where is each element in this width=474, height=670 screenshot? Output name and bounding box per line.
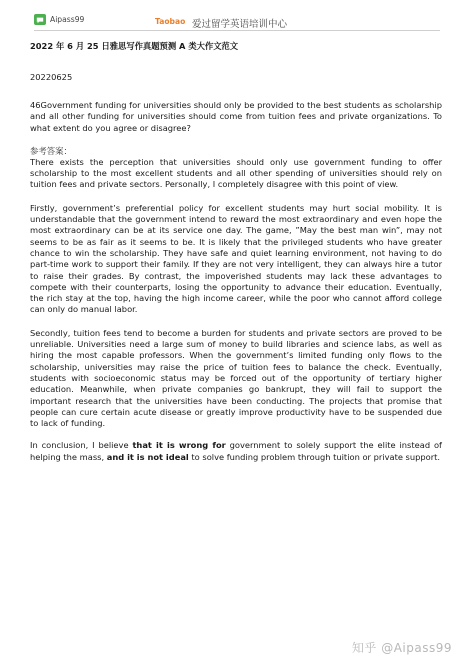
conclusion-text: government to solely support the elite instead of helping the mass, — [30, 440, 442, 462]
essay-paragraph-intro: There exists the perception that universities should only use government funding to offer scholarship to the most excellent students and all other spending of universities should rely on tuition fees and private sectors. Personally, I completely disagree with this point of view. — [30, 156, 442, 190]
essay-question: 46Government funding for universities should only be provided to the best students as scholarship and all other funding for universities should come from tuition fees and private organizations. To what extent do you agree or disagree? — [30, 100, 442, 133]
essay-paragraph-conclusion — [30, 440, 442, 463]
conclusion-text: to solve funding problem through tuition or private support. — [188, 451, 441, 462]
brand — [34, 14, 84, 25]
brand-name: Aipass99 — [50, 15, 85, 24]
document-date: 20220625 — [30, 72, 73, 82]
page-header — [0, 0, 474, 30]
taobao-label: Taobao — [155, 17, 186, 26]
conclusion-text: In conclusion, I believe — [30, 440, 133, 451]
document-body — [30, 40, 442, 463]
answer-label: 参考答案： — [30, 145, 72, 156]
school-name: 爱过留学英语培训中心 — [192, 19, 288, 30]
essay-paragraph-body-2: Secondly, tuition fees tend to become a burden for students and private sectors are proved to be unreliable. Universities need a large sum of money to build libraries and science labs, as well as hiring the most capable professors. When the government’s limited funding only flows to the scholarship, universities may raise the price of tuition fees to balance the check. Eventually, students with socioeconomic status may be forced out of the opportunity of tertiary higher education. Meanwhile, when private companies go bankrupt, they will fail to support the important research that the universities have been conducting. The projects that promise that people can cure certain acute disease or greatly improve productivity have to be suspended due to lack of funding. — [30, 327, 442, 429]
essay-paragraph-body-1: Firstly, government’s preferential policy for excellent students may hurt social mobility. It is understandable that the government intend to reward the most extraordinary and even hope the most extraordinary can be at its service one day. The game, ”May the best man win”, may not seems to be as fair as it seems to be. It is likely that the privileged students who have greater chance to win the scholarship. They have safe and quiet learning environment, not having to do part-time work to support their family. If they are not very intelligent, they can always hire a tutor to raise their grades. By contrast, the impoverished students may lack these advantages to compete with their counterparts, losing the opportunity to advance their education. Eventually, the rich stay at the top, having the high income career, while the poor who cannot afford college can only do manual labor. — [30, 202, 442, 315]
header-divider — [34, 30, 440, 31]
chat-logo-icon — [34, 14, 46, 25]
conclusion-bold-text: and it is not ideal — [106, 451, 189, 462]
conclusion-bold-text: that it is wrong for — [132, 440, 226, 451]
watermark: 知乎 @Aipass99 — [351, 641, 452, 655]
document-title: 2022 年 6 月 25 日雅思写作真题预测 A 类大作文范文 — [30, 41, 239, 51]
